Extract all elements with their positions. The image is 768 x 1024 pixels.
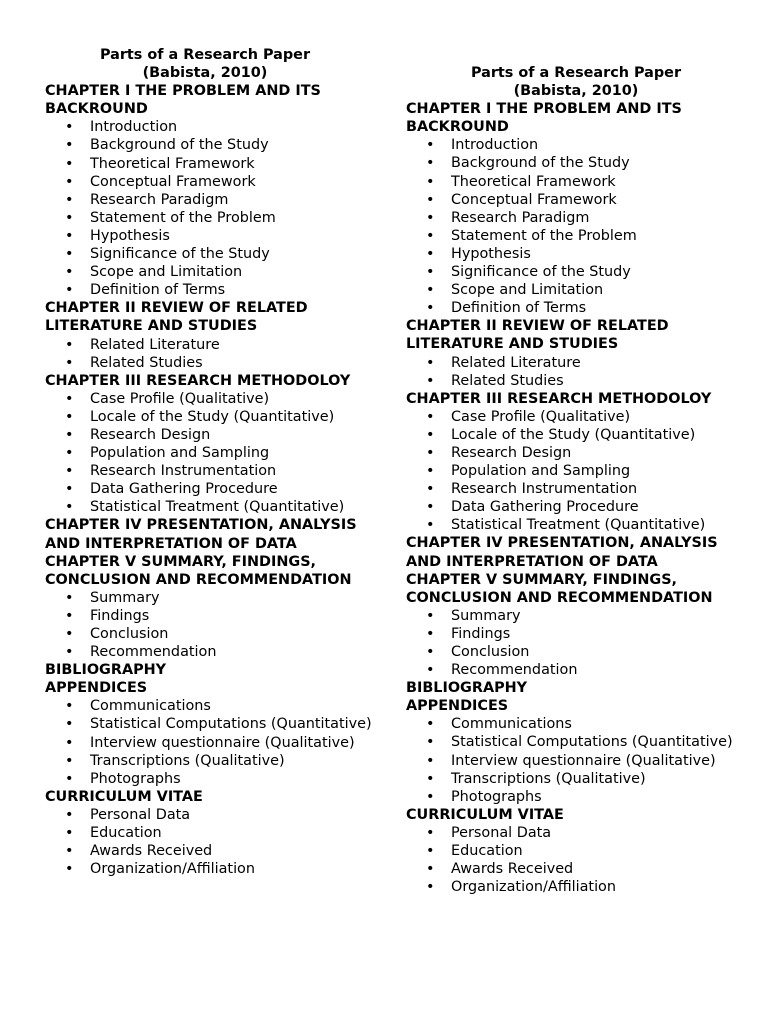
list-item [45,155,380,173]
list-item-text: Introduction [90,119,178,136]
list-item [406,661,741,679]
bullet-icon: • [426,354,435,371]
list-item [406,752,741,770]
page-subtitle: (Babista, 2010) [142,65,268,82]
list-item-text: Hypothesis [90,227,170,244]
list-item-text: Photographs [451,788,542,805]
list-item-text: Research Paradigm [90,191,229,208]
bullet-icon: • [426,607,435,624]
bullet-icon: • [65,463,74,480]
bullet-icon: • [426,879,435,896]
bullet-icon: • [65,282,74,299]
list-item [406,245,741,263]
list-item [45,607,380,625]
bullet-icon: • [65,861,74,878]
list-item-text: Transcriptions (Qualitative) [451,770,646,787]
section-heading: BIBLIOGRAPHY [45,662,167,679]
bullet-icon: • [65,607,74,624]
left-column [45,46,385,878]
bullet-icon: • [65,843,74,860]
list-item-text: Personal Data [451,824,552,841]
list-item-text: Research Design [90,426,211,443]
list-item-text: Conceptual Framework [90,173,256,190]
list-item-text: Recommendation [90,644,217,661]
bullet-list [45,697,385,787]
list-item-text: Conceptual Framework [451,191,617,208]
list-item [406,281,741,299]
list-item [45,842,380,860]
bullet-icon: • [426,770,435,787]
list-item-text: Research Instrumentation [451,481,638,498]
list-item-text: Related Literature [451,354,581,371]
bullet-icon: • [426,517,435,534]
bullet-icon: • [65,227,74,244]
list-item-text: Statistical Computations (Quantitative) [451,734,733,751]
list-item [406,625,741,643]
list-item-text: Locale of the Study (Quantitative) [90,408,335,425]
list-item-text: Communications [90,698,211,715]
list-item [45,245,380,263]
page-title: Parts of a Research Paper [99,47,311,63]
bullet-icon: • [426,372,435,389]
section-heading: CHAPTER I THE PROBLEM AND ITS BACKROUND [406,101,682,136]
section-heading: CHAPTER IV PRESENTATION, ANALYSIS AND INTERPRETATION OF DATA [45,517,357,552]
section-heading: CHAPTER I THE PROBLEM AND ITS BACKROUND [45,83,321,118]
bullet-icon: • [426,481,435,498]
bullet-icon: • [65,191,74,208]
list-item-text: Statistical Computations (Quantitative) [90,716,372,733]
list-item-text: Summary [451,607,521,624]
list-item-text: Transcriptions (Qualitative) [90,752,285,769]
section-heading: APPENDICES [45,680,148,697]
list-item [45,336,380,354]
list-item [406,154,741,172]
list-item [45,752,380,770]
list-item-text: Related Studies [451,372,564,389]
list-item [45,770,380,788]
list-item [45,281,380,299]
list-item-text: Personal Data [90,806,191,823]
bullet-icon: • [426,444,435,461]
bullet-icon: • [65,155,74,172]
list-item [45,408,380,426]
bullet-list [406,136,746,317]
list-item-text: Statistical Treatment (Quantitative) [451,517,706,534]
bullet-icon: • [65,209,74,226]
bullet-icon: • [426,788,435,805]
list-item-text: Communications [451,716,572,733]
bullet-icon: • [65,752,74,769]
list-item [45,625,380,643]
bullet-icon: • [426,861,435,878]
bullet-icon: • [426,843,435,860]
bullet-icon: • [426,137,435,154]
list-item-text: Data Gathering Procedure [451,499,639,516]
list-item-text: Interview questionnaire (Qualitative) [90,734,355,751]
list-item-text: Conclusion [90,626,169,642]
bullet-list [45,118,385,299]
list-item [45,426,380,444]
bullet-icon: • [426,282,435,299]
bullet-list [45,589,385,661]
list-item [45,173,380,191]
list-item [406,227,741,245]
bullet-icon: • [426,191,435,208]
bullet-icon: • [426,245,435,262]
bullet-icon: • [65,825,74,842]
list-item-text: Introduction [451,137,539,154]
bullet-icon: • [426,426,435,443]
bullet-icon: • [65,119,74,136]
list-item [406,462,741,480]
bullet-icon: • [426,625,435,642]
list-item [45,191,380,209]
list-item [45,734,380,752]
list-item [406,643,741,661]
bullet-icon: • [426,662,435,679]
list-item [406,824,741,842]
list-item-text: Definition of Terms [90,282,226,299]
list-item-text: Statement of the Problem [451,227,637,244]
list-item-text: Scope and Limitation [451,282,604,299]
bullet-icon: • [426,227,435,244]
list-item [45,697,380,715]
list-item [406,263,741,281]
list-item-text: Theoretical Framework [90,155,255,172]
list-item-text: Organization/Affiliation [451,879,616,896]
list-item-text: Research Design [451,444,572,461]
bullet-list [45,806,385,878]
list-item-text: Conclusion [451,644,530,660]
list-item [45,390,380,408]
list-item-text: Population and Sampling [90,445,270,462]
list-item [406,408,741,426]
list-item [406,191,741,209]
bullet-icon: • [65,137,74,154]
section-heading: CURRICULUM VITAE [45,788,203,805]
bullet-icon: • [426,264,435,281]
list-item-text: Research Instrumentation [90,463,277,480]
list-item [45,806,380,824]
section-heading: CHAPTER II REVIEW OF RELATED LITERATURE AND STUDIES [45,300,308,335]
list-item [406,498,741,516]
list-item-text: Recommendation [451,662,578,679]
list-item [406,788,741,806]
list-item [406,770,741,788]
bullet-icon: • [426,408,435,425]
list-item [406,354,741,372]
section-heading: APPENDICES [406,698,509,715]
bullet-icon: • [65,734,74,751]
section-heading: CHAPTER IV PRESENTATION, ANALYSIS AND INTERPRETATION OF DATA [406,535,718,570]
list-item [406,209,741,227]
list-item-text: Photographs [90,770,181,787]
bullet-icon: • [426,824,435,841]
bullet-icon: • [426,463,435,480]
bullet-list [406,408,746,535]
bullet-list [406,607,746,679]
bullet-icon: • [65,698,74,715]
list-item [406,733,741,751]
list-item [406,444,741,462]
list-item [45,824,380,842]
list-item [45,480,380,498]
list-item [45,589,380,607]
list-item-text: Statement of the Problem [90,209,276,226]
bullet-icon: • [65,246,74,263]
bullet-icon: • [65,589,74,606]
list-item [45,643,380,661]
list-item-text: Summary [90,589,160,606]
bullet-icon: • [65,390,74,407]
section-heading: CURRICULUM VITAE [406,806,564,823]
section-list [45,82,385,878]
bullet-list [45,390,385,517]
list-item-text: Education [90,825,162,842]
bullet-icon: • [65,445,74,462]
bullet-icon: • [426,300,435,317]
list-item [45,715,380,733]
list-item [45,227,380,245]
list-item [45,860,380,878]
list-item [45,498,380,516]
list-item-text: Theoretical Framework [451,173,616,190]
list-item [45,462,380,480]
list-item-text: Background of the Study [90,137,269,154]
bullet-icon: • [426,173,435,190]
bullet-icon: • [426,499,435,516]
list-item-text: Awards Received [451,861,574,878]
list-item [406,480,741,498]
list-item-text: Case Profile (Qualitative) [451,408,631,425]
bullet-icon: • [65,626,74,642]
list-item-text: Case Profile (Qualitative) [90,390,270,407]
bullet-icon: • [426,209,435,226]
list-item-text: Scope and Limitation [90,264,243,281]
bullet-icon: • [65,806,74,823]
list-item-text: Interview questionnaire (Qualitative) [451,752,716,769]
page-subtitle: (Babista, 2010) [513,83,639,100]
list-item [406,426,741,444]
list-item-text: Background of the Study [451,155,630,172]
bullet-icon: • [426,155,435,172]
list-item-text: Significance of the Study [90,246,270,263]
bullet-icon: • [65,408,74,425]
list-item-text: Population and Sampling [451,463,631,480]
bullet-list [406,354,746,390]
bullet-icon: • [65,499,74,516]
list-item [406,715,741,733]
bullet-icon: • [65,716,74,733]
bullet-icon: • [426,644,435,660]
list-item [406,842,741,860]
page-title: Parts of a Research Paper [470,65,682,81]
bullet-icon: • [65,173,74,190]
list-item-text: Organization/Affiliation [90,861,255,878]
bullet-icon: • [426,716,435,733]
list-item [406,860,741,878]
list-item-text: Related Studies [90,354,203,371]
list-item [45,354,380,372]
bullet-icon: • [65,264,74,281]
list-item [45,209,380,227]
section-heading: CHAPTER V SUMMARY, FINDINGS, CONCLUSION AND RECOMMENDATION [45,553,352,588]
list-item [406,136,741,154]
bullet-icon: • [65,426,74,443]
list-item-text: Hypothesis [451,245,531,262]
section-heading: BIBLIOGRAPHY [406,680,528,697]
bullet-icon: • [65,354,74,371]
bullet-icon: • [65,644,74,661]
list-item-text: Significance of the Study [451,264,631,281]
list-item [45,118,380,136]
bullet-icon: • [65,336,74,353]
bullet-list [45,336,385,372]
list-item-text: Findings [90,607,150,624]
bullet-icon: • [426,734,435,751]
bullet-icon: • [426,752,435,769]
list-item-text: Definition of Terms [451,300,587,317]
list-item [406,878,741,896]
list-item [406,607,741,625]
list-item-text: Data Gathering Procedure [90,481,278,498]
bullet-icon: • [65,481,74,498]
list-item [45,444,380,462]
bullet-list [406,824,746,896]
section-heading: CHAPTER III RESEARCH METHODOLOY [45,372,351,389]
list-item-text: Findings [451,625,511,642]
list-item [406,173,741,191]
list-item-text: Awards Received [90,843,213,860]
bullet-list [406,715,746,805]
section-heading: CHAPTER II REVIEW OF RELATED LITERATURE AND STUDIES [406,318,669,353]
list-item-text: Education [451,843,523,860]
list-item [406,516,741,534]
section-heading: CHAPTER V SUMMARY, FINDINGS, CONCLUSION AND RECOMMENDATION [406,571,713,606]
bullet-icon: • [65,770,74,787]
list-item [406,372,741,390]
list-item-text: Research Paradigm [451,209,590,226]
list-item [45,263,380,281]
list-item-text: Statistical Treatment (Quantitative) [90,499,345,516]
right-column [406,64,746,896]
section-list [406,100,746,896]
list-item-text: Related Literature [90,336,220,353]
list-item [406,299,741,317]
list-item-text: Locale of the Study (Quantitative) [451,426,696,443]
list-item [45,136,380,154]
section-heading: CHAPTER III RESEARCH METHODOLOY [406,390,712,407]
